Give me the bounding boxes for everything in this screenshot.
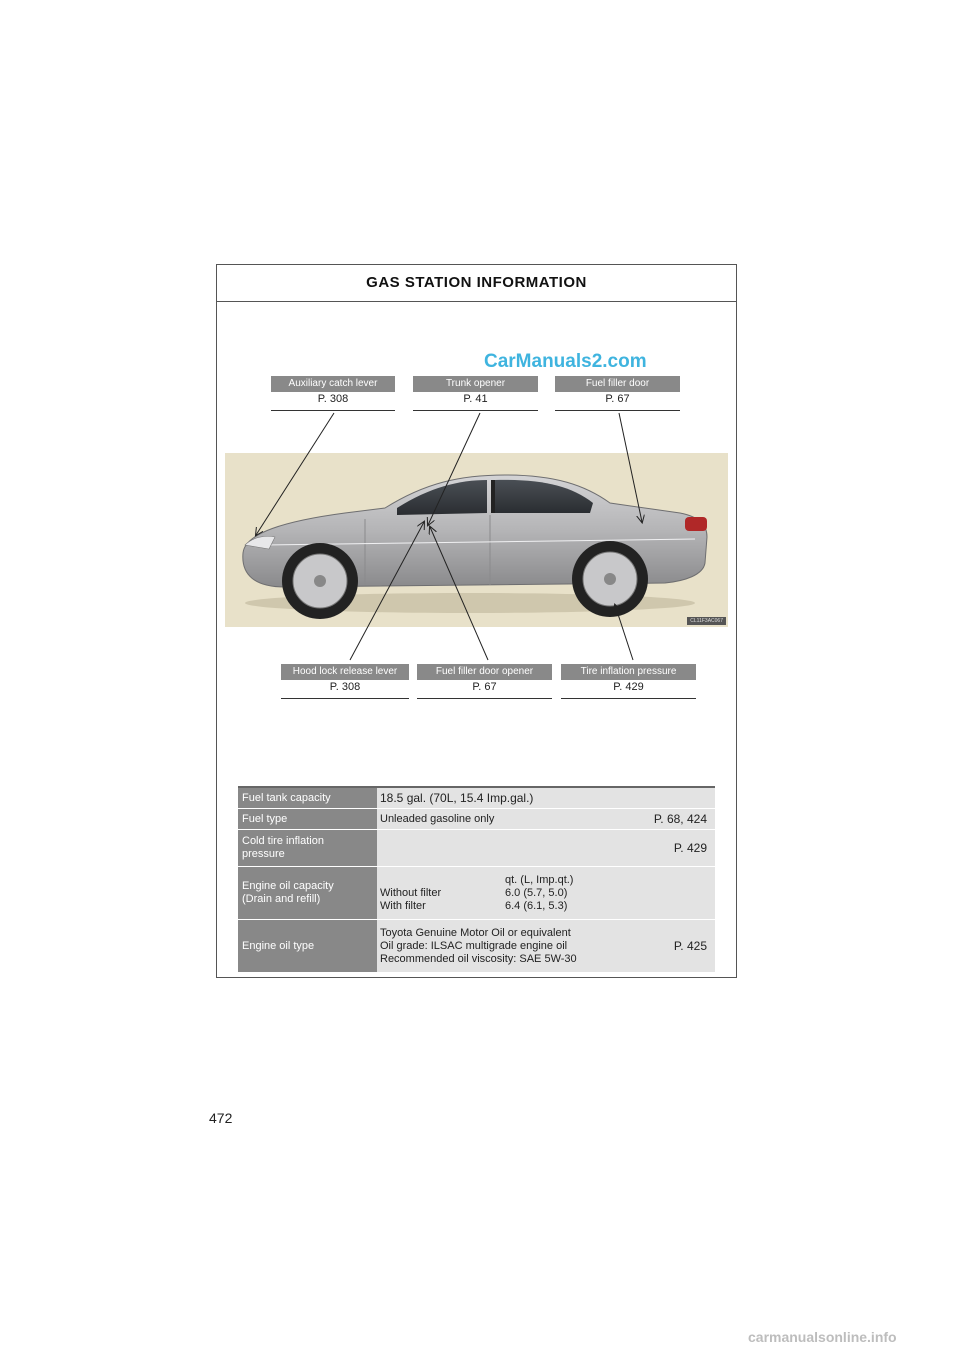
label-line: Cold tire inflation bbox=[242, 835, 324, 847]
arrow-fuel-filler-door bbox=[619, 413, 642, 522]
label-line: pressure bbox=[242, 848, 285, 860]
callout-underline bbox=[281, 698, 409, 699]
callout-label: Tire inflation pressure bbox=[561, 664, 696, 680]
oil-viscosity-line: Recommended oil viscosity: SAE 5W-30 bbox=[380, 952, 577, 965]
spec-table bbox=[238, 786, 715, 973]
callout-underline bbox=[417, 698, 552, 699]
fuel-type-cell bbox=[377, 809, 715, 830]
arrow-hood-lock-release bbox=[350, 522, 424, 660]
callout-page-ref[interactable]: P. 429 bbox=[613, 681, 644, 693]
image-id-tag: CL11F3AC067 bbox=[687, 617, 726, 625]
table-row bbox=[238, 867, 715, 920]
cold-tire-cell bbox=[377, 830, 715, 867]
page-ref[interactable]: P. 425 bbox=[673, 938, 707, 953]
callout-page-ref[interactable]: P. 41 bbox=[463, 393, 488, 405]
page-ref[interactable]: P. 68, 424 bbox=[653, 812, 707, 826]
callout-label: Trunk opener bbox=[413, 376, 538, 392]
callout-underline bbox=[561, 698, 696, 699]
row-label: Fuel tank capacity bbox=[238, 787, 377, 809]
row-label: Engine oil type bbox=[238, 920, 377, 973]
oil-grade-line: Oil grade: ILSAC multigrade engine oil bbox=[380, 939, 568, 952]
with-filter-value: 6.4 (6.1, 5.3) bbox=[505, 899, 568, 912]
callout-fuel-filler-door-opener[interactable] bbox=[417, 664, 552, 699]
unit-label: qt. (L, Imp.qt.) bbox=[505, 873, 574, 886]
callout-page-ref[interactable]: P. 308 bbox=[329, 681, 361, 693]
callout-label: Hood lock release lever bbox=[281, 664, 409, 680]
row-label bbox=[238, 830, 377, 867]
callout-label: Auxiliary catch lever bbox=[271, 376, 395, 392]
callout-page-ref[interactable]: P. 67 bbox=[605, 393, 630, 405]
table-row bbox=[238, 920, 715, 973]
callout-label: Fuel filler door bbox=[555, 376, 680, 392]
callout-label: Fuel filler door opener bbox=[417, 664, 552, 680]
table-row bbox=[238, 809, 715, 830]
with-filter-label: With filter bbox=[380, 899, 426, 912]
oil-type-line: Toyota Genuine Motor Oil or equivalent bbox=[380, 926, 571, 939]
arrow-trunk-opener bbox=[428, 413, 480, 525]
watermark-text: CarManuals2.com bbox=[484, 351, 647, 372]
callout-page-ref[interactable]: P. 308 bbox=[317, 393, 349, 405]
page-ref[interactable]: P. 429 bbox=[673, 841, 707, 855]
table-row bbox=[238, 787, 715, 809]
arrow-fuel-filler-door-opener bbox=[430, 527, 488, 660]
callout-hood-lock-release-lever[interactable] bbox=[281, 664, 409, 699]
arrow-auxiliary-catch-lever bbox=[256, 413, 334, 535]
callout-page-ref[interactable]: P. 67 bbox=[472, 681, 497, 693]
page-title: GAS STATION INFORMATION bbox=[217, 265, 736, 302]
page-number: 472 bbox=[209, 1110, 233, 1126]
fuel-tank-value: 18.5 gal. (70L, 15.4 Imp.gal.) bbox=[377, 787, 715, 809]
callout-tire-inflation-pressure[interactable] bbox=[561, 664, 696, 699]
without-filter-label: Without filter bbox=[380, 886, 442, 899]
engine-oil-cell bbox=[377, 867, 715, 920]
footer-watermark: carmanualsonline.info bbox=[748, 1329, 897, 1345]
row-label: Fuel type bbox=[238, 809, 377, 830]
oil-type-cell bbox=[377, 920, 715, 973]
table-row bbox=[238, 830, 715, 867]
fuel-type-value: Unleaded gasoline only bbox=[380, 813, 495, 825]
label-line: Engine oil capacity bbox=[242, 880, 334, 892]
label-line: (Drain and refill) bbox=[242, 893, 321, 905]
row-label bbox=[238, 867, 377, 920]
arrow-tire-inflation bbox=[615, 605, 633, 660]
without-filter-value: 6.0 (5.7, 5.0) bbox=[505, 886, 568, 899]
